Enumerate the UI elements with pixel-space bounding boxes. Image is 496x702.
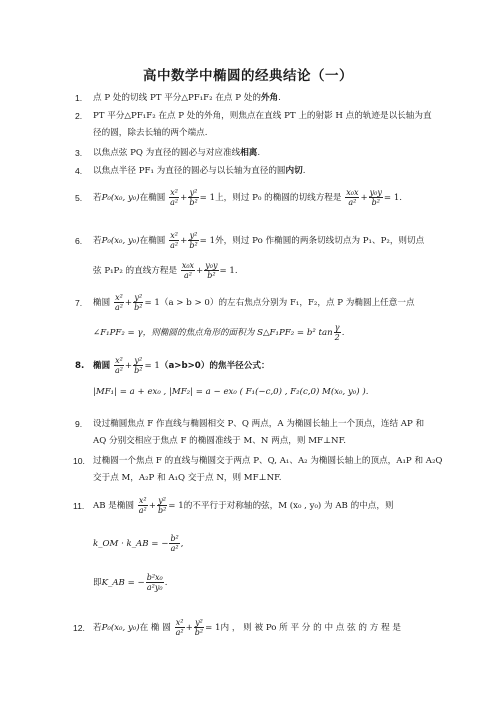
equation-rhs: = 1: [144, 361, 160, 371]
punct: .: [341, 328, 345, 338]
punct: .: [278, 93, 281, 103]
item-text-line2: 交于点 M，A₂P 和 A₁Q 交于点 N，则 MF⊥NF.: [93, 473, 282, 483]
item-number: 3.: [75, 148, 83, 158]
item-number: 2.: [75, 111, 83, 121]
item-text-line2: ∠F₁PF₂ = γ，则椭圆的焦点角形的面积为: [93, 328, 255, 338]
item-text: 点 P 处的切线 PT 平分△PF₁F₂ 在点 P 处的: [93, 93, 261, 103]
punct: .: [164, 578, 168, 588]
emphasis-text: 相离: [240, 148, 258, 158]
item-text: 在椭圆: [139, 193, 166, 203]
item-number: 4.: [75, 166, 83, 176]
item-text: 椭圆: [93, 298, 111, 308]
punct: .: [257, 148, 261, 158]
plus-sign: +: [360, 193, 368, 203]
equation-rhs: = 1: [199, 193, 216, 203]
fraction-y0y-b2: $\frac{\text{y₀y}}{\text{b²}}$: [205, 261, 218, 280]
equation-rhs: = 1.: [383, 193, 403, 203]
fraction-y0y-b2: $\frac{\text{y₀y}}{\text{b²}}$: [369, 188, 382, 207]
item-number: 5.: [75, 193, 83, 203]
item-text: 即: [93, 578, 102, 588]
item-text: 椭圆: [93, 361, 111, 371]
item-text: 在 椭 圆: [139, 623, 171, 633]
item-text: 若: [93, 236, 102, 246]
equation-rhs: = 1: [199, 236, 216, 246]
item-text: （a>b>0）的焦半径公式：: [159, 361, 270, 371]
punct: ,: [180, 539, 184, 549]
fraction-x0x-a2: $\frac{\text{x₀x}}{\text{a²}}$: [346, 188, 359, 207]
area-formula: S△F₁PF₂ = b² tan: [257, 328, 333, 338]
item-text: 的不平行于对称轴的弦，M (x₀ , y₀) 为 AB 的中点，则: [183, 501, 394, 511]
focal-radius-formula: |MF₁| = a + ex₀ , |MF₂| = a − ex₀ ( F₁(−c,0) , F₂(c,0) M(x₀, y₀) ).: [93, 387, 369, 397]
point-p0: P₀(x₀, y₀): [101, 193, 140, 203]
item-number: 11.: [73, 501, 85, 511]
fraction-x2-a2: $\frac{\text{x²}}{\text{a²}}$: [170, 188, 179, 207]
item-text: 设过椭圆焦点 F 作直线与椭圆相交 P、Q 两点，A 为椭圆长轴上一个顶点，连结 AP 和: [93, 419, 425, 429]
plus-sign: +: [185, 623, 193, 633]
fraction-y2-b2: $\frac{\text{y²}}{\text{b²}}$: [189, 231, 198, 250]
fraction-y2-b2: $\frac{\text{y²}}{\text{b²}}$: [134, 293, 143, 312]
fraction-y2-b2: $\frac{\text{y²}}{\text{b²}}$: [189, 188, 198, 207]
point-p0: P₀(x₀, y₀): [101, 236, 140, 246]
item-number: 7.: [75, 298, 83, 308]
item-text: 若: [93, 193, 102, 203]
fraction-y2-b2: $\frac{\text{y²}}{\text{b²}}$: [134, 356, 143, 375]
fraction-b2-a2: $\frac{\text{b²}}{\text{a²}}$: [170, 534, 179, 553]
item-text-line2: 弦 P₁P₂ 的直线方程是: [93, 266, 178, 276]
plus-sign: +: [180, 236, 188, 246]
item-text: 上，则过 P₀ 的椭圆的切线方程是: [215, 193, 342, 203]
item-number: 8.: [75, 361, 85, 371]
item-number: 1.: [75, 93, 83, 103]
fraction-gamma-2: $\frac{\gamma}{2}$: [334, 323, 340, 342]
emphasis-text: 内切: [285, 166, 303, 176]
point-p0: P₀(x₀, y₀): [101, 623, 140, 633]
fraction-x2-a2: $\frac{\text{x²}}{\text{a²}}$: [175, 618, 184, 637]
emphasis-text: 外角: [260, 93, 279, 103]
plus-sign: +: [124, 361, 133, 371]
item-text: （a > b > 0）的左右焦点分别为 F₁，F₂，点 P 为椭圆上任意一点: [159, 298, 415, 308]
plus-sign: +: [148, 501, 156, 511]
fraction-y2-b2: $\frac{\text{y²}}{\text{b²}}$: [157, 496, 167, 515]
item-text: 过椭圆一个焦点 F 的直线与椭圆交于两点 P、Q, A₁、A₂ 为椭圆长轴上的顶点，A₁P 和 A₂Q: [93, 456, 443, 466]
item-number: 12.: [73, 623, 85, 633]
item-text: 外，则过 Po 作椭圆的两条切线切点为 P₁、P₂，则切点: [215, 236, 425, 246]
punct: .: [302, 166, 306, 176]
fraction-x2-a2: $\frac{\text{x²}}{\text{a²}}$: [114, 356, 123, 375]
plus-sign: +: [180, 193, 188, 203]
item-number: 6.: [75, 236, 83, 246]
slope-formula: K_AB = −: [101, 578, 145, 588]
item-text: 若: [93, 623, 102, 633]
fraction-y2-b2: $\frac{\text{y²}}{\text{b²}}$: [194, 618, 204, 637]
item-text-line2: 径的圆，除去长轴的两个端点.: [93, 128, 208, 138]
slope-product-formula: k_OM · k_AB = −: [93, 539, 169, 549]
item-text: 在椭圆: [139, 236, 166, 246]
fraction-b2x0-a2y0: $\frac{\text{b²x₀}}{\text{a²y₀}}$: [146, 573, 163, 592]
fraction-x2-a2: $\frac{\text{x²}}{\text{a²}}$: [170, 231, 179, 250]
fraction-x2-a2: $\frac{\text{x²}}{\text{a²}}$: [114, 293, 123, 312]
equation-rhs: = 1: [168, 501, 184, 511]
item-text: PT 平分△PF₁F₂ 在点 P 处的外角，则焦点在直线 PT 上的射影 H 点的轨迹是以长轴为直: [93, 111, 432, 121]
item-text: AB 是椭圆: [93, 501, 135, 511]
equation-rhs: = 1: [144, 298, 160, 308]
item-text: 以焦点弦 PQ 为直径的圆必与对应准线: [93, 148, 241, 158]
plus-sign: +: [124, 298, 133, 308]
item-text: 内 ， 则 被 Po 所 平 分 的 中 点 弦 的 方 程 是: [220, 623, 402, 633]
item-text: 以焦点半径 PF₁ 为直径的圆必与以长轴为直径的圆: [93, 166, 286, 176]
page-title: 高中数学中椭圆的经典结论（一）: [143, 68, 353, 84]
item-number: 10.: [73, 456, 85, 466]
fraction-x2-a2: $\frac{\text{x²}}{\text{a²}}$: [138, 496, 147, 515]
equation-rhs: = 1: [205, 623, 221, 633]
item-number: 9.: [75, 419, 83, 429]
item-text-line2: AQ 分别交相应于焦点 F 的椭圆准线于 M、N 两点，则 MF⊥NF.: [93, 436, 346, 446]
plus-sign: +: [196, 266, 204, 276]
fraction-x0x-a2: $\frac{\text{x₀x}}{\text{a²}}$: [181, 261, 195, 280]
equation-rhs: = 1.: [219, 266, 238, 276]
